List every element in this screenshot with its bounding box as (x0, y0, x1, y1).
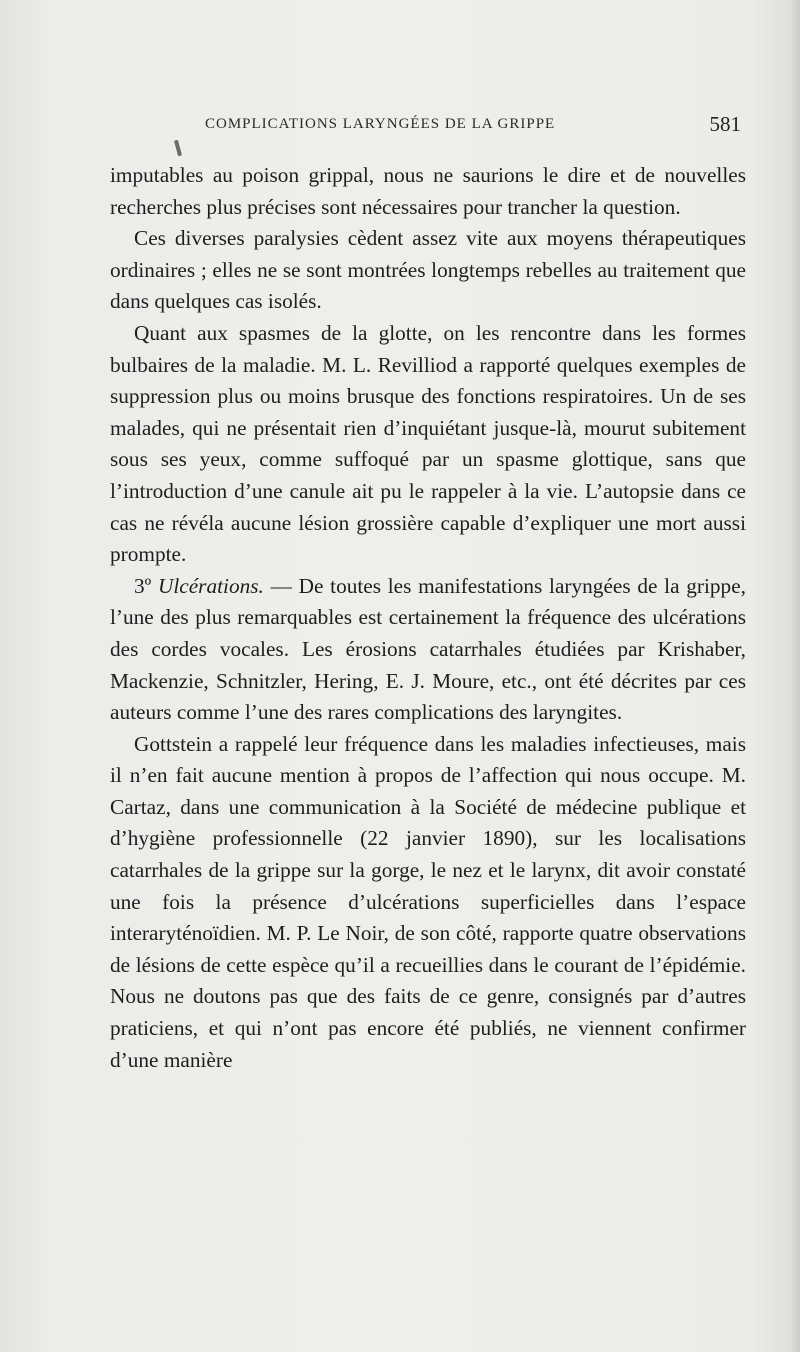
paragraph-spasmes: Quant aux spasmes de la glotte, on les rencontre dans les formes bulbaires de la maladie. M. L. Revilliod a rapporté quelques exemples de suppression plus ou moins brusque des fonctions respiratoires. Un de ses malades, qui ne présentait rien d’inquiétant jusque-là, mourut subitement sous ses yeux, comme suffoqué par un spasme glottique, sans que l’introduction d’une canule ait pu le rappeler à la vie. L’autopsie dans ce cas ne révéla aucune lésion grossière capable d’expliquer une mort aussi prompte. (110, 320, 746, 567)
page-edge-shadow (790, 0, 800, 1352)
running-title: COMPLICATIONS LARYNGÉES DE LA GRIPPE (205, 116, 556, 132)
section-number: 3º (134, 573, 152, 598)
body-text (110, 160, 746, 1076)
section-title: Ulcérations. (157, 573, 264, 598)
paragraph-ulcerations (110, 571, 746, 729)
paragraph-paralysies: Ces diverses paralysies cèdent assez vite aux moyens thérapeutiques ordinaires ; elles ne se sont montrées longtemps rebelles au traitement que dans quelques cas isolés. (110, 226, 746, 314)
paragraph-continuation: imputables au poison grippal, nous ne saurions le dire et de nouvelles recherches plus précises sont nécessaires pour trancher la question. (110, 163, 746, 219)
paragraph-gottstein: Gottstein a rappelé leur fréquence dans les maladies infectieuses, mais il n’en fait aucune mention à propos de l’affection qui nous occupe. M. Cartaz, dans une communication à la Société de médecine publique et d’hygiène professionnelle (22 janvier 1890), sur les localisations catarrhales de la grippe sur la gorge, le nez et le larynx, dit avoir constaté une fois la présence d’ulcérations superficielles dans l’espace interaryténoïdien. M. P. Le Noir, de son côté, rapporte quatre observations de lésions de cette espèce qu’il a recueillies dans le courant de l’épidémie. Nous ne doutons pas que des faits de ce genre, consignés par d’autres praticiens, et qui n’ont pas encore été publiés, ne viennent confirmer d’une manière (110, 731, 746, 1072)
page-header (205, 112, 745, 142)
ink-mark (174, 140, 182, 156)
page-number: 581 (709, 112, 741, 136)
section-text: — De toutes les manifestations laryngées de la grippe, l’une des plus remarquables est certainement la fréquence des ulcérations des cordes vocales. Les érosions catarrhales étudiées par Krishaber, Mackenzie, Schnitzler, Hering, E. J. Moure, etc., ont été décrites par ces auteurs comme l’une des rares complications des laryngites. (110, 573, 746, 725)
